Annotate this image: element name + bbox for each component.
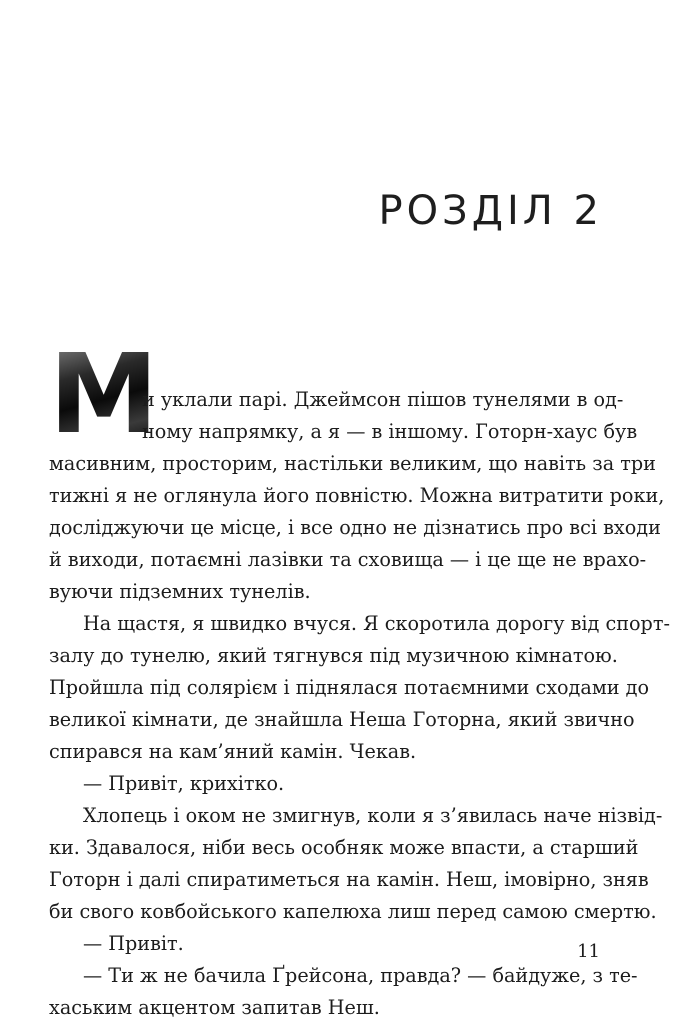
text-line: залу до тунелю, який тягнувся під музичною кімнатою. <box>49 644 618 667</box>
text-line: и уклали парі. Джеймсон пішов тунелями в од- <box>142 388 624 411</box>
text-line: — Ти ж не бачила Ґрейсона, правда? — байдуже, з те- <box>83 964 638 987</box>
text-line: Пройшла під солярієм і піднялася потаємними сходами до <box>49 676 649 699</box>
text-line: Готорн і далі спиратиметься на камін. Неш, імовірно, зняв <box>49 868 649 891</box>
text-line: й виходи, потаємні лазівки та сховища — і це ще не врахо- <box>49 548 647 571</box>
text-line: Хлопець і оком не змигнув, коли я з’явилась наче нізвід- <box>83 804 663 827</box>
text-line: вуючи підземних тунелів. <box>49 580 311 603</box>
text-line: На щастя, я швидко вчуся. Я скоротила дорогу від спорт- <box>83 612 670 635</box>
text-line: би свого ковбойського капелюха лиш перед самою смертю. <box>49 900 657 923</box>
text-line: досліджуючи це місце, і все одно не дізнатись про всі входи <box>49 516 661 539</box>
text-line: ному напрямку, а я — в іншому. Готорн-хаус був <box>142 420 638 443</box>
text-line: масивним, просторим, настільки великим, що навіть за три <box>49 452 656 475</box>
text-line: тижні я не оглянула його повністю. Можна витратити роки, <box>49 484 665 507</box>
page-number: 11 <box>577 941 600 962</box>
body-text <box>49 384 670 1024</box>
chapter-title: РОЗДІЛ 2 <box>378 188 603 234</box>
text-line: ки. Здавалося, ніби весь особняк може впасти, а старший <box>49 836 639 859</box>
text-line: великої кімнати, де знайшла Неша Готорна, який звично <box>49 708 635 731</box>
text-line: — Привіт. <box>83 932 184 955</box>
text-line: спирався на кам’яний камін. Чекав. <box>49 740 417 763</box>
drop-cap: М <box>49 330 157 458</box>
text-line: — Привіт, крихітко. <box>83 772 285 795</box>
text-line: хаським акцентом запитав Неш. <box>49 996 380 1019</box>
